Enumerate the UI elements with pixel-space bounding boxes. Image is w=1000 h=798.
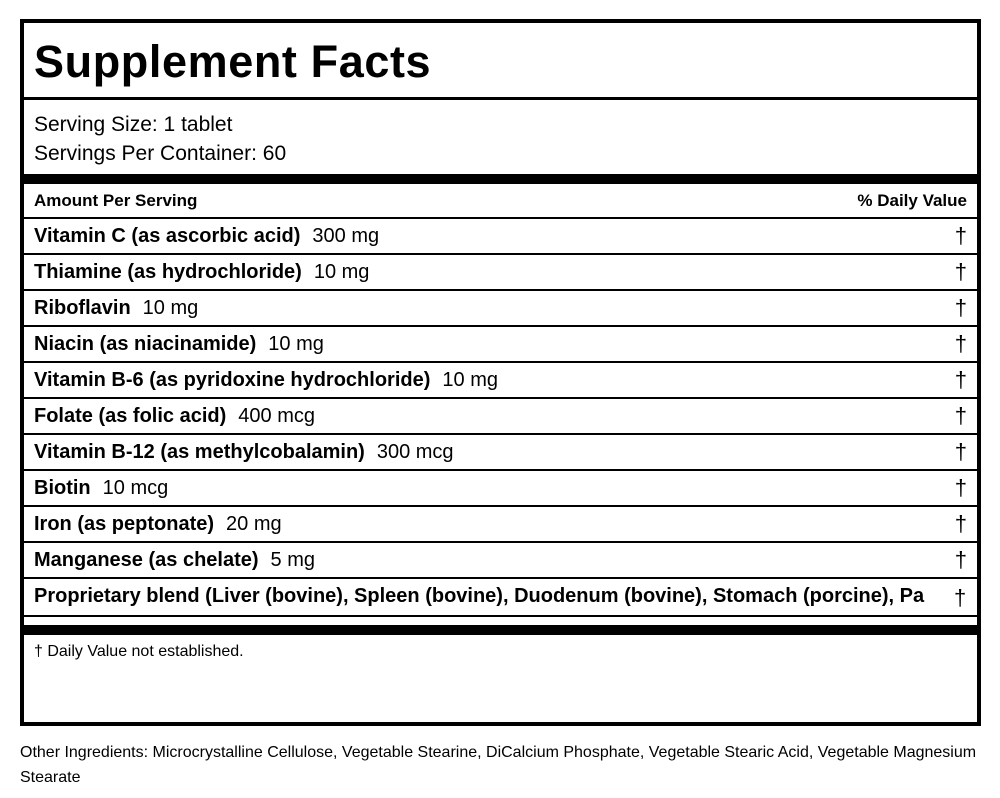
nutrient-daily-value: † bbox=[954, 439, 967, 464]
nutrient-amount: 10 mcg bbox=[102, 476, 169, 499]
proprietary-blend-row bbox=[24, 577, 977, 615]
nutrient-daily-value: † bbox=[954, 403, 967, 428]
nutrient-row bbox=[24, 505, 977, 541]
proprietary-blend-dv: † bbox=[954, 585, 967, 610]
nutrient-daily-value: † bbox=[954, 511, 967, 536]
nutrient-info bbox=[34, 261, 369, 284]
nutrient-name: Vitamin B-6 (as pyridoxine hydrochloride) bbox=[34, 368, 431, 391]
nutrient-daily-value: † bbox=[954, 547, 967, 572]
nutrient-info bbox=[34, 369, 498, 392]
nutrient-list bbox=[24, 217, 977, 577]
nutrient-name: Biotin bbox=[34, 476, 91, 499]
serving-info bbox=[24, 100, 977, 174]
nutrient-info bbox=[34, 405, 315, 428]
nutrient-row bbox=[24, 397, 977, 433]
nutrient-daily-value: † bbox=[954, 367, 967, 392]
nutrient-row bbox=[24, 217, 977, 253]
nutrient-row bbox=[24, 325, 977, 361]
nutrient-amount: 5 mg bbox=[270, 548, 315, 571]
nutrient-name: Riboflavin bbox=[34, 296, 131, 319]
nutrient-daily-value: † bbox=[954, 223, 967, 248]
proprietary-blend-label: Proprietary blend (Liver (bovine), Spleen (bovine), Duodenum (bovine), Stomach (porcine), Pa bbox=[34, 585, 925, 607]
nutrient-name: Niacin (as niacinamide) bbox=[34, 332, 257, 355]
spacer bbox=[24, 617, 977, 625]
nutrient-name: Vitamin B-12 (as methylcobalamin) bbox=[34, 440, 365, 463]
thick-divider bbox=[24, 174, 977, 184]
serving-size: Serving Size: 1 tablet bbox=[34, 113, 233, 136]
nutrient-name: Folate (as folic acid) bbox=[34, 404, 227, 427]
nutrient-info bbox=[34, 549, 315, 572]
nutrient-amount: 20 mg bbox=[226, 512, 282, 535]
nutrient-name: Vitamin C (as ascorbic acid) bbox=[34, 224, 301, 247]
nutrient-info bbox=[34, 441, 454, 464]
nutrient-daily-value: † bbox=[954, 475, 967, 500]
nutrient-info bbox=[34, 225, 379, 248]
nutrient-name: Thiamine (as hydrochloride) bbox=[34, 260, 302, 283]
nutrient-row bbox=[24, 361, 977, 397]
nutrient-info bbox=[34, 297, 198, 320]
nutrient-row bbox=[24, 469, 977, 505]
daily-value-header: % Daily Value bbox=[857, 190, 967, 210]
nutrient-amount: 10 mg bbox=[442, 368, 498, 391]
nutrient-amount: 10 mg bbox=[142, 296, 199, 319]
supplement-facts-panel bbox=[20, 19, 981, 726]
thick-divider bbox=[24, 625, 977, 635]
nutrient-row bbox=[24, 289, 977, 325]
nutrient-row bbox=[24, 541, 977, 577]
nutrient-amount: 300 mg bbox=[312, 224, 380, 247]
nutrient-amount: 10 mg bbox=[313, 260, 370, 283]
nutrient-daily-value: † bbox=[954, 331, 967, 356]
nutrient-info bbox=[34, 477, 168, 500]
nutrient-name: Iron (as peptonate) bbox=[34, 512, 215, 535]
nutrient-amount: 400 mcg bbox=[238, 404, 315, 427]
amount-per-serving-header: Amount Per Serving bbox=[34, 190, 198, 210]
nutrient-row bbox=[24, 253, 977, 289]
nutrient-daily-value: † bbox=[954, 295, 967, 320]
nutrient-name: Manganese (as chelate) bbox=[34, 548, 259, 571]
servings-per-container: Servings Per Container: 60 bbox=[34, 142, 287, 165]
footnote: † Daily Value not established. bbox=[34, 643, 244, 660]
nutrient-amount: 10 mg bbox=[268, 332, 324, 355]
nutrient-info bbox=[34, 333, 324, 356]
nutrient-row bbox=[24, 433, 977, 469]
panel-title: Supplement Facts bbox=[34, 36, 432, 87]
column-header bbox=[24, 184, 977, 217]
nutrient-info bbox=[34, 513, 282, 536]
other-ingredients: Other Ingredients: Microcrystalline Cellulose, Vegetable Stearine, DiCalcium Phosphate, Vegetable Stearic Acid, Vegetable Magnesium Stearate bbox=[20, 744, 977, 786]
nutrient-amount: 300 mcg bbox=[376, 440, 454, 463]
nutrient-daily-value: † bbox=[954, 259, 967, 284]
